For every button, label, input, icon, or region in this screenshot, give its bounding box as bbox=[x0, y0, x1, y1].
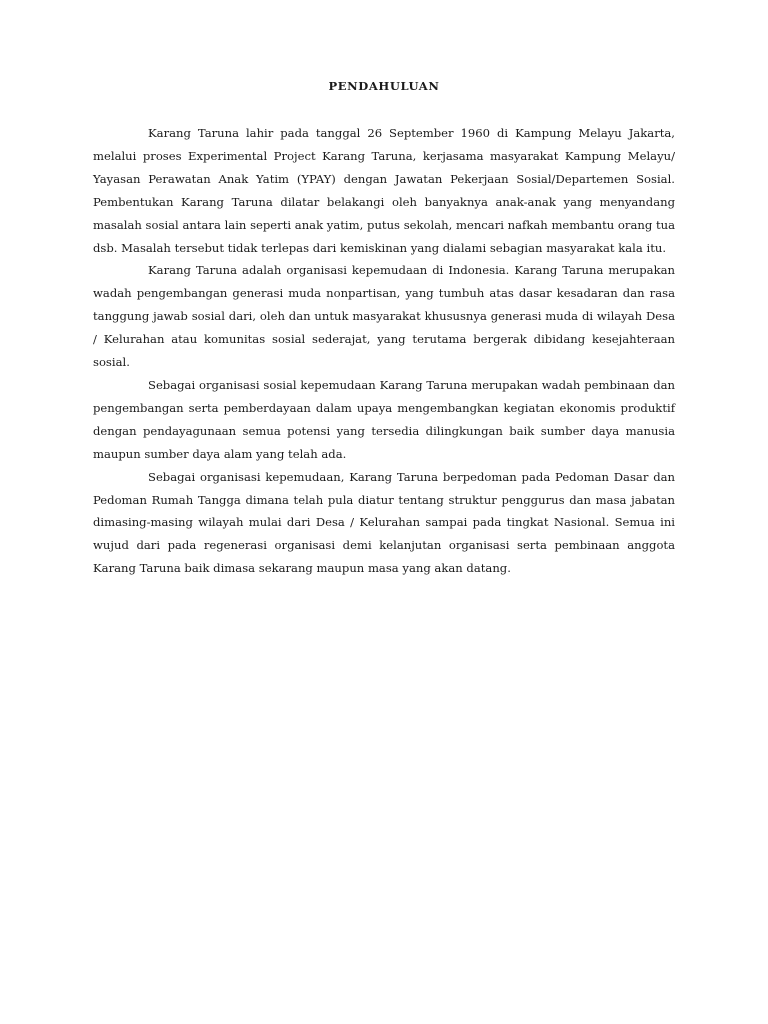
document-body bbox=[93, 76, 675, 580]
paragraph-3: Sebagai organisasi sosial kepemudaan Karang Taruna merupakan wadah pembinaan dan pengembangan serta pemberdayaan dalam upaya mengembangkan kegiatan ekonomis produktif dengan pendayagunaan semua potensi yang tersedia dilingkungan baik sumber daya manusia maupun sumber daya alam yang telah ada. bbox=[93, 377, 675, 461]
document-title: PENDAHULUAN bbox=[328, 79, 440, 93]
paragraph-2: Karang Taruna adalah organisasi kepemudaan di Indonesia. Karang Taruna merupakan wadah pengembangan generasi muda nonpartisan, yang tumbuh atas dasar kesadaran dan rasa tanggung jawab sosial dari, oleh dan untuk masyarakat khususnya generasi muda di wilayah Desa / Kelurahan atau komunitas sosial sederajat, yang terutama bergerak dibidang kesejahteraan sosial. bbox=[93, 263, 675, 370]
paragraph-1: Karang Taruna lahir pada tanggal 26 September 1960 di Kampung Melayu Jakarta, melalui proses Experimental Project Karang Taruna, kerjasama masyarakat Kampung Melayu/ Yayasan Perawatan Anak Yatim (YPAY) dengan Jawatan Pekerjaan Sosial/Departemen Sosial. Pembentukan Karang Taruna dilatar belakangi oleh banyaknya anak-anak yang menyandang masalah sosial antara lain seperti anak yatim, putus sekolah, mencari nafkah membantu orang tua dsb. Masalah tersebut tidak terlepas dari kemiskinan yang dialami sebagian masyarakat kala itu. bbox=[93, 126, 675, 255]
paragraph-4: Sebagai organisasi kepemudaan, Karang Taruna berpedoman pada Pedoman Dasar dan Pedoman Rumah Tangga dimana telah pula diatur tentang struktur penggurus dan masa jabatan dimasing-masing wilayah mulai dari Desa / Kelurahan sampai pada tingkat Nasional. Semua ini wujud dari pada regenerasi organisasi demi kelanjutan organisasi serta pembinaan anggota Karang Taruna baik dimasa sekarang maupun masa yang akan datang. bbox=[93, 469, 675, 576]
